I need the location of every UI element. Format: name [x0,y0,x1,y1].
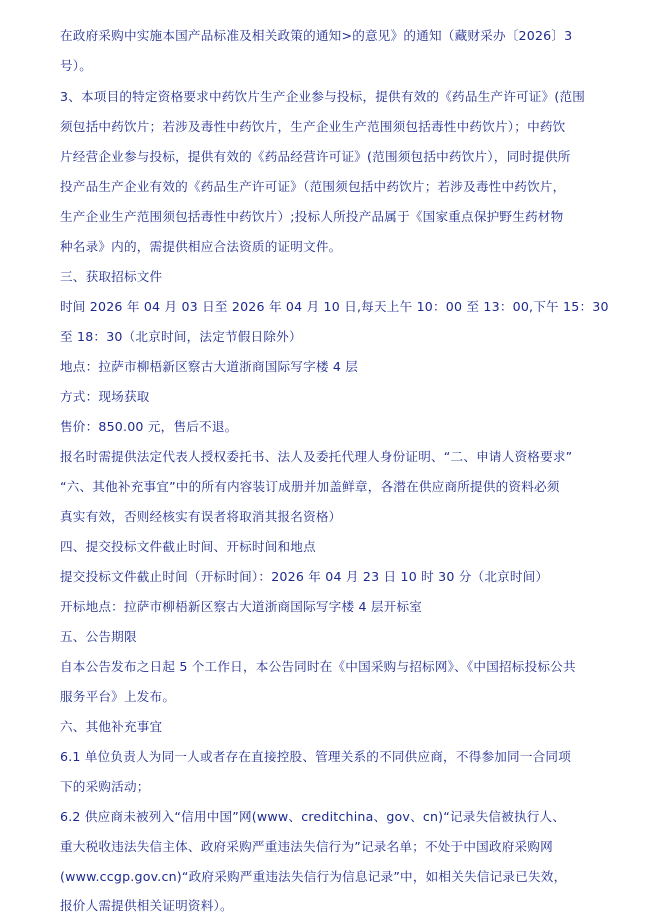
text-line: 种名录》内的，需提供相应合法资质的证明文件。 [60,239,342,254]
text-line: 售价：850.00 元，售后不退。 [60,419,238,434]
text-line: 投产品生产企业有效的《药品生产许可证》（范围须包括中药饮片；若涉及毒性中药饮片， [60,179,566,194]
text-line: 地点：拉萨市柳梧新区察古大道浙商国际写字楼 4 层 [60,359,359,374]
text-line: 须包括中药饮片；若涉及毒性中药饮片，生产企业生产范围须包括毒性中药饮片）；中药饮 [60,119,566,134]
text-line: 报价人需提供相关证明资料）。 [60,898,233,913]
text-line: 方式：现场获取 [60,389,150,404]
text-line: 6.2 供应商未被列入“信用中国”网(www、creditchina、gov、cn)“记录失信被执行人、 [60,809,566,824]
section-heading: 六、其他补充事宜 [60,719,163,734]
text-line: 真实有效，否则经核实有误者将取消其报名资格） [60,509,342,524]
text-line: 在政府采购中实施本国产品标准及相关政策的通知>的意见》的通知（藏财采办〔2026〕3 [60,28,573,43]
text-line: 下的采购活动； [60,779,150,794]
text-line: 6.1 单位负责人为同一人或者存在直接控股、管理关系的不同供应商，不得参加同一合同项 [60,749,571,764]
text-line: 时间 2026 年 04 月 03 日至 2026 年 04 月 10 日,每天上午 10：00 至 13：00,下午 15：30 [60,299,609,314]
text-line: “六、其他补充事宜”中的所有内容装订成册并加盖鲜章，各潜在供应商所提供的资料必须 [60,479,560,494]
text-line: 提交投标文件截止时间（开标时间）：2026 年 04 月 23 日 10 时 30 分（北京时间） [60,569,549,584]
text-line: 报名时需提供法定代表人授权委托书、法人及委托代理人身份证明、“二、申请人资格要求” [60,449,573,464]
text-line: 重大税收违法失信主体、政府采购严重违法失信行为”记录名单；不处于中国政府采购网 [60,839,553,854]
text-line: 片经营企业参与投标，提供有效的《药品经营许可证》(范围须包括中药饮片），同时提供所 [60,149,571,164]
text-line: 服务平台》上发布。 [60,689,176,704]
text-line: 3、本项目的特定资格要求中药饮片生产企业参与投标，提供有效的《药品生产许可证》(范围 [60,89,586,104]
text-line: 自本公告发布之日起 5 个工作日，本公告同时在《中国采购与招标网》、《中国招标投标公共 [60,659,576,674]
text-line: (www.ccgp.gov.cn)“政府采购严重违法失信行为信息记录”中，如相关失信记录已失效， [60,869,567,884]
text-line: 生产企业生产范围须包括毒性中药饮片）;投标人所投产品属于《国家重点保护野生药材物 [60,209,564,224]
text-line: 开标地点：拉萨市柳梧新区察古大道浙商国际写字楼 4 层开标室 [60,599,423,614]
section-heading: 三、获取招标文件 [60,269,163,284]
section-heading: 四、提交投标文件截止时间、开标时间和地点 [60,539,316,554]
text-line: 号）。 [60,58,93,73]
text-line: 至 18：30（北京时间，法定节假日除外） [60,329,302,344]
section-heading: 五、公告期限 [60,629,137,644]
